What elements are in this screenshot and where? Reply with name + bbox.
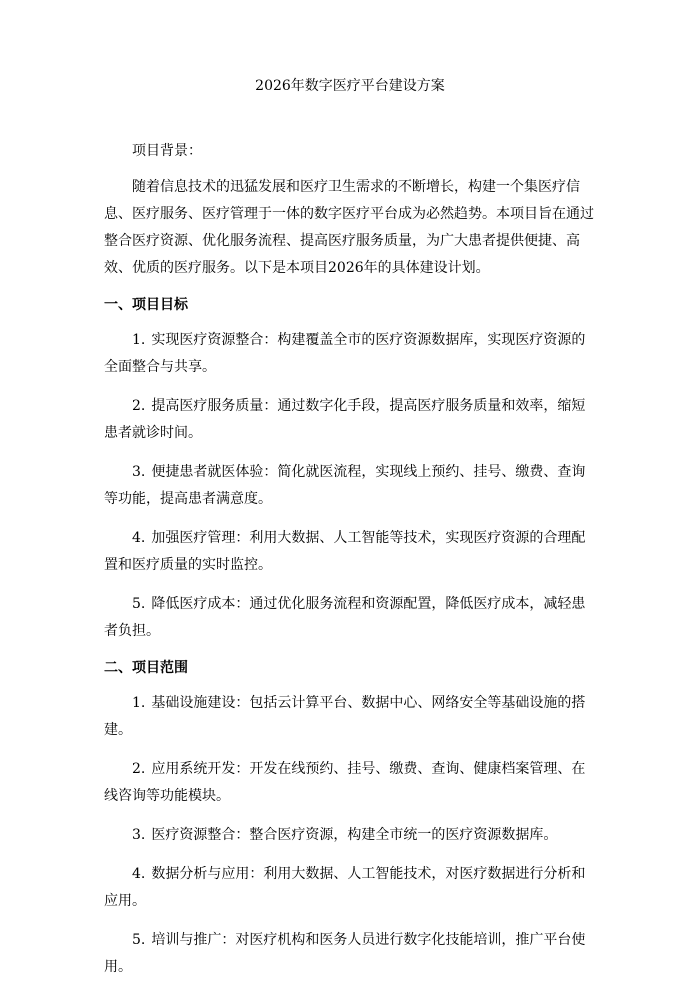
item-text: 医疗资源整合：整合医疗资源，构建全市统一的医疗资源数据库。 bbox=[151, 827, 558, 843]
item-text: 实现医疗资源整合：构建覆盖全市的医疗资源数据库，实现医疗资源的全面整合与共享。 bbox=[104, 332, 586, 375]
list-item bbox=[104, 393, 596, 447]
section-goals bbox=[104, 294, 596, 645]
item-number: 4. bbox=[132, 530, 146, 546]
item-text: 加强医疗管理：利用大数据、人工智能等技术，实现医疗资源的合理配置和医疗质量的实时监控。 bbox=[104, 530, 586, 573]
item-text: 便捷患者就医体验：简化就医流程，实现线上预约、挂号、缴费、查询等功能，提高患者满意度。 bbox=[104, 464, 586, 507]
list-item bbox=[104, 327, 596, 381]
item-text: 培训与推广：对医疗机构和医务人员进行数字化技能培训，推广平台使用。 bbox=[104, 932, 586, 975]
item-number: 3. bbox=[132, 464, 146, 480]
item-text: 提高医疗服务质量：通过数字化手段，提高医疗服务质量和效率，缩短患者就诊时间。 bbox=[104, 398, 586, 441]
list-item bbox=[104, 690, 596, 744]
item-text: 基础设施建设：包括云计算平台、数据中心、网络安全等基础设施的搭建。 bbox=[104, 695, 586, 738]
item-number: 2. bbox=[132, 398, 146, 414]
item-number: 3. bbox=[132, 827, 146, 843]
section-scope bbox=[104, 657, 596, 981]
section-heading: 一、项目目标 bbox=[104, 297, 188, 313]
item-number: 2. bbox=[132, 761, 146, 777]
item-number: 4. bbox=[132, 866, 146, 882]
item-number: 5. bbox=[132, 932, 146, 948]
list-item bbox=[104, 756, 596, 810]
section-heading: 二、项目范围 bbox=[104, 660, 188, 676]
list-item bbox=[104, 525, 596, 579]
list-item bbox=[104, 822, 596, 849]
item-text: 应用系统开发：开发在线预约、挂号、缴费、查询、健康档案管理、在线咨询等功能模块。 bbox=[104, 761, 586, 804]
item-number: 5. bbox=[132, 596, 146, 612]
item-number: 1. bbox=[132, 332, 146, 348]
item-number: 1. bbox=[132, 695, 146, 711]
item-text: 降低医疗成本：通过优化服务流程和资源配置，降低医疗成本，减轻患者负担。 bbox=[104, 596, 586, 639]
background-heading: 项目背景： bbox=[132, 143, 202, 159]
list-item bbox=[104, 861, 596, 915]
list-item bbox=[104, 591, 596, 645]
item-text: 数据分析与应用：利用大数据、人工智能技术，对医疗数据进行分析和应用。 bbox=[104, 866, 586, 909]
list-item bbox=[104, 927, 596, 981]
background-paragraph: 随着信息技术的迅猛发展和医疗卫生需求的不断增长，构建一个集医疗信息、医疗服务、医疗管理于一体的数字医疗平台成为必然趋势。本项目旨在通过整合医疗资源、优化服务流程、提高医疗服务质量，为广大患者提供便捷、高效、优质的医疗服务。以下是本项目2026年的具体建设计划。 bbox=[104, 179, 594, 276]
document-title: 2026年数字医疗平台建设方案 bbox=[255, 78, 445, 94]
list-item bbox=[104, 459, 596, 513]
